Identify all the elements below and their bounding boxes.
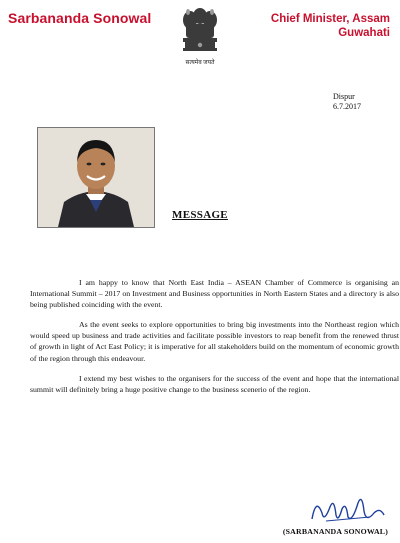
- letterhead-title: [240, 12, 390, 40]
- message-body: [30, 277, 399, 404]
- national-emblem-icon: [173, 4, 227, 66]
- title-line-city: Guwahati: [338, 27, 390, 39]
- place: Dispur: [333, 92, 355, 101]
- handwritten-signature: [308, 493, 388, 527]
- title-line-designation: Chief Minister, Assam: [270, 13, 390, 25]
- paragraph: I extend my best wishes to the organisers for the success of the event and hope that the international summit will definitely bring a huge positive change to the business scenerio of the region.: [30, 373, 399, 394]
- paragraph: As the event seeks to explore opportunities to bring big investments into the Northeast region which would speed up business and trade activities and facilitate possible investors to reap benefit from the renewed thrust of growth in light of Act East Policy; it is imperative for all stakeholders build on the momentum of economic growth of the region through this endeavour.: [30, 320, 399, 363]
- signatory-name: (SARBANANDA SONOWAL): [282, 527, 388, 536]
- place-date-block: [333, 92, 361, 112]
- paragraph: I am happy to know that North East India – ASEAN Chamber of Commerce is organising an International Summit – 2017 on Investment and Business opportunities in North Eastern States and a directory is also being published coinciding with the event.: [30, 278, 399, 310]
- letterhead-name: Sarbananda Sonowal: [8, 10, 152, 26]
- date: 6.7.2017: [333, 102, 361, 111]
- message-heading: MESSAGE: [172, 209, 228, 221]
- emblem-motto: सत्यमेव जयते: [185, 60, 215, 66]
